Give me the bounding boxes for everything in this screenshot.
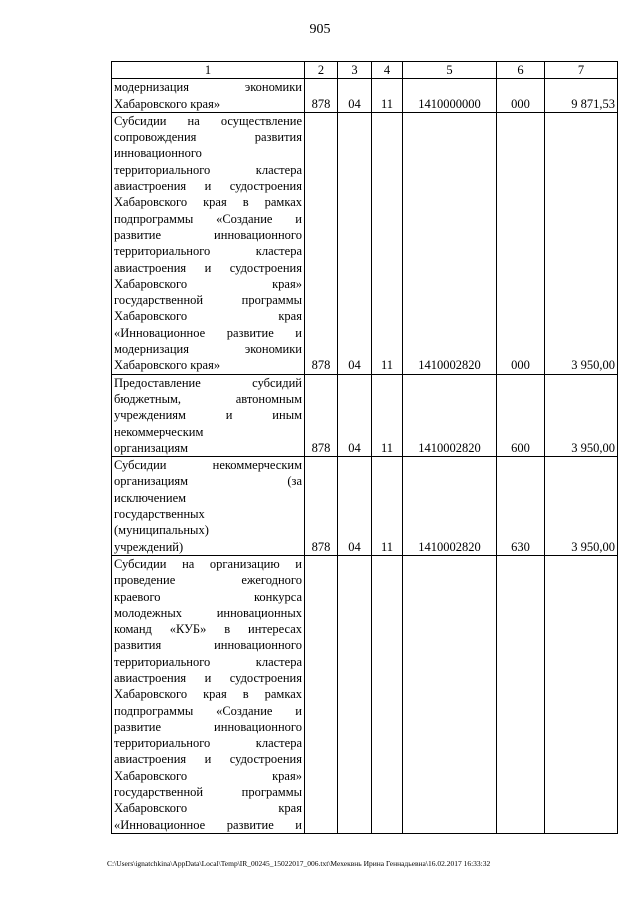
row-description: [112, 79, 305, 113]
table-row: [112, 374, 618, 456]
description-line: сопровождения развития: [114, 130, 302, 145]
row-description: [112, 374, 305, 456]
description-line: подпрограммы «Создание и: [114, 703, 302, 718]
table-row: [112, 112, 618, 374]
row-description: [112, 112, 305, 374]
target-article-code: 1410000000: [403, 79, 497, 113]
table-row: [112, 555, 618, 833]
description-line: (муниципальных): [114, 523, 209, 538]
description-line: команд «КУБ» в интересах: [114, 622, 302, 637]
description-line: Субсидии некоммерческим: [114, 458, 302, 473]
description-line: Хабаровского края в рамках: [114, 687, 302, 702]
target-article-code: 1410002820: [403, 457, 497, 556]
ministry-code: 878: [305, 374, 338, 456]
ministry-code: 878: [305, 457, 338, 556]
header-cell-7: 7: [545, 62, 618, 79]
header-cell-3: 3: [338, 62, 372, 79]
amount: 3 950,00: [545, 457, 618, 556]
description-line: территориального кластера: [114, 654, 302, 669]
header-cell-2: 2: [305, 62, 338, 79]
expense-type-code: 000: [497, 79, 545, 113]
description-line: территориального кластера: [114, 244, 302, 259]
description-line: территориального кластера: [114, 736, 302, 751]
description-line: Субсидии на осуществление: [114, 113, 302, 128]
description-line: учреждениям и иным: [114, 408, 302, 423]
table-row: [112, 457, 618, 556]
section-code: 04: [338, 79, 372, 113]
target-article-code: 1410002820: [403, 112, 497, 374]
description-line: «Инновационное развитие и: [114, 817, 302, 832]
description-line: авиастроения и судостроения: [114, 179, 302, 194]
description-line: Субсидии на организацию и: [114, 556, 302, 571]
description-line: исключением: [114, 490, 187, 505]
subsection-code: 11: [372, 79, 403, 113]
target-article-code: [403, 555, 497, 833]
description-line: учреждений): [114, 539, 184, 554]
description-line: Хабаровского края: [114, 309, 302, 324]
description-line: Хабаровского края»: [114, 96, 221, 111]
expense-type-code: [497, 555, 545, 833]
description-line: Хабаровского края»: [114, 768, 302, 783]
description-line: Хабаровского края в рамках: [114, 195, 302, 210]
file-path-footer: C:\Users\ignatchkina\AppData\Local\Temp\IR_00245_15022017_006.txt\Мехеквнь Ирина Геннадьевна\16.02.2017 16:33:32: [107, 859, 491, 868]
section-code: 04: [338, 112, 372, 374]
description-line: бюджетным, автономным: [114, 391, 302, 406]
section-code: 04: [338, 457, 372, 556]
section-code: [338, 555, 372, 833]
description-line: молодежных инновационных: [114, 605, 302, 620]
header-cell-5: 5: [403, 62, 497, 79]
ministry-code: [305, 555, 338, 833]
description-line: государственных: [114, 507, 205, 522]
description-line: государственной программы: [114, 785, 302, 800]
description-line: государственной программы: [114, 293, 302, 308]
table-row: [112, 79, 618, 113]
row-description: [112, 555, 305, 833]
header-cell-6: 6: [497, 62, 545, 79]
budget-table: [111, 61, 618, 834]
target-article-code: 1410002820: [403, 374, 497, 456]
amount: [545, 555, 618, 833]
description-line: организациям (за: [114, 474, 302, 489]
page-number: 905: [309, 22, 331, 37]
description-line: краевого конкурса: [114, 589, 302, 604]
description-line: организациям: [114, 440, 189, 455]
description-line: развитие инновационного: [114, 227, 302, 242]
description-line: модернизация экономики: [114, 80, 302, 95]
description-line: Предоставление субсидий: [114, 375, 302, 390]
ministry-code: 878: [305, 79, 338, 113]
description-line: территориального кластера: [114, 162, 302, 177]
subsection-code: 11: [372, 457, 403, 556]
header-row: [112, 62, 618, 79]
description-line: Хабаровского края»: [114, 276, 302, 291]
description-line: инновационного: [114, 146, 202, 161]
amount: 3 950,00: [545, 374, 618, 456]
subsection-code: 11: [372, 374, 403, 456]
description-line: «Инновационное развитие и: [114, 325, 302, 340]
row-description: [112, 457, 305, 556]
description-line: авиастроения и судостроения: [114, 260, 302, 275]
subsection-code: 11: [372, 112, 403, 374]
expense-type-code: 630: [497, 457, 545, 556]
section-code: 04: [338, 374, 372, 456]
description-line: некоммерческим: [114, 424, 204, 439]
expense-type-code: 600: [497, 374, 545, 456]
amount: 3 950,00: [545, 112, 618, 374]
header-cell-4: 4: [372, 62, 403, 79]
amount: 9 871,53: [545, 79, 618, 113]
ministry-code: 878: [305, 112, 338, 374]
description-line: авиастроения и судостроения: [114, 670, 302, 685]
description-line: модернизация экономики: [114, 342, 302, 357]
description-line: Хабаровского края»: [114, 358, 221, 373]
description-line: проведение ежегодного: [114, 573, 302, 588]
description-line: Хабаровского края: [114, 801, 302, 816]
description-line: авиастроения и судостроения: [114, 752, 302, 767]
description-line: развития инновационного: [114, 638, 302, 653]
description-line: развитие инновационного: [114, 719, 302, 734]
expense-type-code: 000: [497, 112, 545, 374]
subsection-code: [372, 555, 403, 833]
header-cell-1: 1: [112, 62, 305, 79]
description-line: подпрограммы «Создание и: [114, 211, 302, 226]
